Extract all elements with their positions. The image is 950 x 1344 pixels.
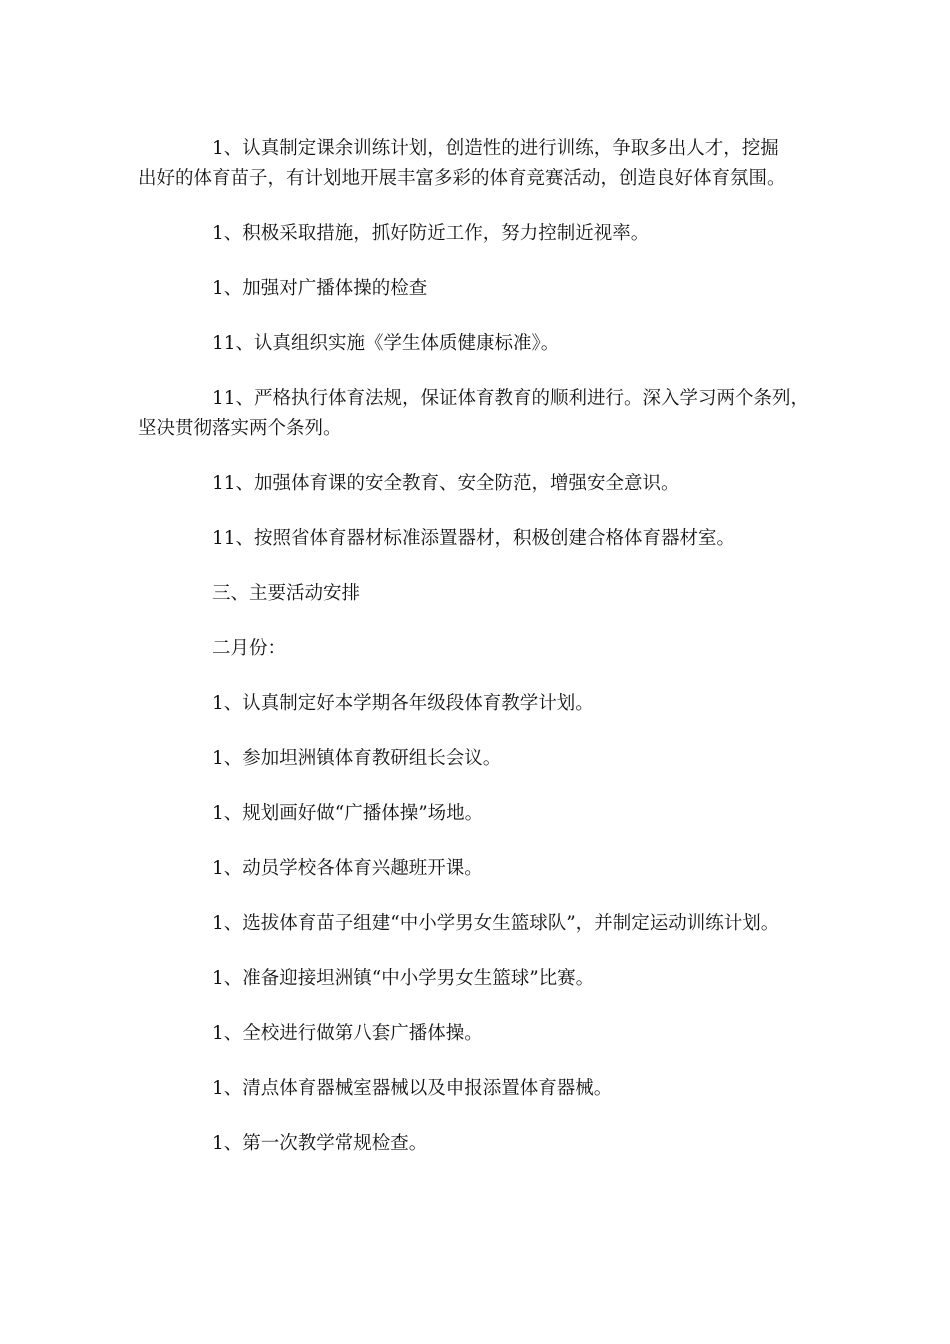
paragraph [138, 384, 828, 444]
paragraph: 1、加强对广播体操的检查 [212, 278, 428, 299]
paragraph: 11、加强体育课的安全教育、安全防范，增强安全意识。 [212, 473, 680, 494]
paragraph: 1、第一次教学常规检查。 [212, 1133, 428, 1154]
paragraph: 1、全校进行做第八套广播体操。 [212, 1023, 483, 1044]
document-body [138, 134, 828, 1184]
paragraph [138, 134, 828, 194]
section-heading: 三、主要活动安排 [212, 583, 361, 604]
paragraph-line: 坚决贯彻落实两个条列。 [138, 418, 342, 439]
paragraph: 1、选拔体育苗子组建“中小学男女生篮球队”，并制定运动训练计划。 [212, 913, 780, 934]
paragraph: 11、按照省体育器材标准添置器材，积极创建合格体育器材室。 [212, 528, 736, 549]
paragraph: 1、动员学校各体育兴趣班开课。 [212, 858, 483, 879]
paragraph: 1、准备迎接坦洲镇“中小学男女生篮球”比赛。 [212, 968, 595, 989]
month-heading: 二月份： [212, 638, 287, 659]
paragraph-line: 出好的体育苗子，有计划地开展丰富多彩的体育竞赛活动，创造良好体育氛围。 [138, 168, 786, 189]
paragraph: 11、认真组织实施《学生体质健康标准》。 [212, 333, 560, 354]
paragraph: 1、认真制定好本学期各年级段体育教学计划。 [212, 693, 594, 714]
paragraph: 1、清点体育器械室器械以及申报添置体育器械。 [212, 1078, 613, 1099]
paragraph: 1、积极采取措施，抓好防近工作，努力控制近视率。 [212, 223, 650, 244]
paragraph-line: 11、严格执行体育法规，保证体育教育的顺利进行。深入学习两个条列， [212, 388, 810, 409]
paragraph: 1、规划画好做“广播体操”场地。 [212, 803, 484, 824]
paragraph-line: 1、认真制定课余训练计划，创造性的进行训练，争取多出人才，挖掘 [212, 138, 779, 159]
paragraph: 1、参加坦洲镇体育教研组长会议。 [212, 748, 502, 769]
